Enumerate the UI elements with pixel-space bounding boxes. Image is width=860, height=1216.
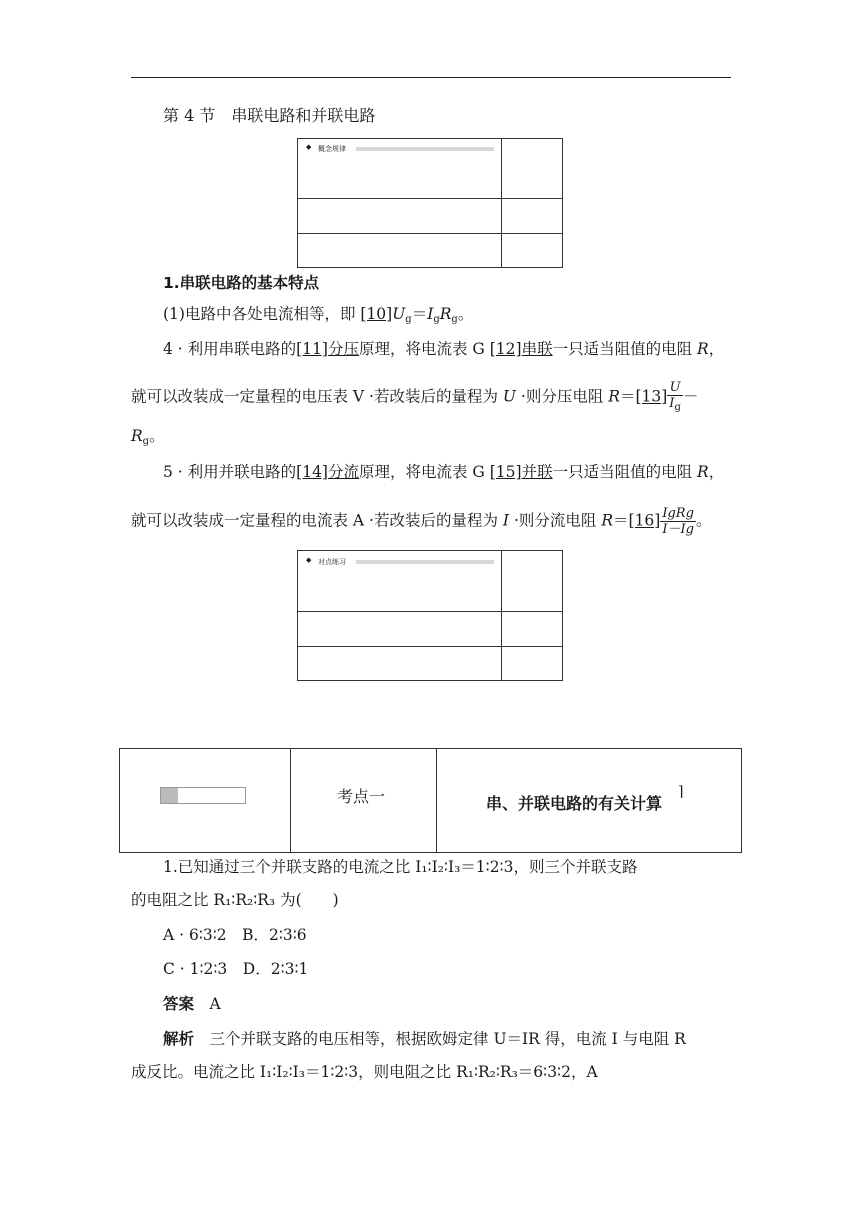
p4-r: R [697, 340, 709, 358]
p4-fraction [667, 380, 683, 415]
p5-line2 [131, 506, 711, 537]
marker-12: [12] [489, 340, 522, 358]
practice-box-label: 对点练习 [318, 558, 346, 566]
topic-progress-fill [161, 788, 178, 803]
q1-line1: 1.已知通过三个并联支路的电流之比 I₁∶I₂∶I₃＝1∶2∶3，则三个并联支路 [163, 858, 638, 876]
formula-i-sub: g [433, 314, 440, 325]
top-rule [131, 77, 731, 78]
q1-options-ab: A · 6∶3∶2 B．2∶3∶6 [163, 926, 307, 944]
p4-frac-den-sub: g [674, 402, 681, 413]
analysis-text-1: 三个并联支路的电压相等，根据欧姆定律 U＝IR 得，电流 I 与电阻 R [209, 1030, 686, 1048]
p4-l2-u: U [502, 387, 516, 406]
section-title: 第 4 节 串联电路和并联电路 [163, 106, 376, 125]
formula-i: I [427, 305, 434, 323]
practice-box-divider [501, 550, 502, 681]
p5-text-e: 一只适当阻值的电阻 [552, 463, 698, 481]
q1-options-cd: C · 1∶2∶3 D．2∶3∶1 [163, 960, 309, 978]
answer-fenya: 分压 [327, 340, 359, 358]
p5-r: R [697, 463, 709, 481]
p4-frac-den: I [669, 396, 675, 411]
marker-10: [10] [360, 305, 393, 323]
formula-u: U [392, 305, 406, 323]
marker-16: [16] [628, 511, 661, 530]
q1-answer [163, 994, 221, 1014]
concept-box-row2 [297, 233, 563, 234]
analysis-label: 解析 [163, 1030, 195, 1048]
topic-table-divider-2 [436, 748, 437, 853]
p5-l2-text-a: 就可以改装成一定量程的电流表 A ·若改装后的量程为 [131, 511, 503, 530]
s1-heading: 1.串联电路的基本特点 [163, 274, 320, 292]
topic-table-divider-1 [290, 748, 291, 853]
concept-box-label: 概念规律 [318, 145, 346, 153]
p4-frac-num: U [667, 380, 683, 396]
topic-number: 考点一 [337, 787, 386, 806]
q1-analysis-line2: 成反比。电流之比 I₁∶I₂∶I₃＝1∶2∶3，则电阻之比 R₁∶R₂∶R₃＝6∶3∶2，A [131, 1063, 598, 1081]
practice-box-row1 [297, 611, 563, 612]
p5-text-a: 5 · 利用并联电路的 [163, 463, 297, 481]
concept-box-row1 [297, 198, 563, 199]
answer-label: 答案 [163, 995, 195, 1013]
p5-comma: ， [708, 463, 725, 481]
p5-frac-den: I－Ig [662, 522, 694, 537]
p4-l2-text-b: ·则分压电阻 [515, 387, 609, 406]
p4-line1 [163, 339, 724, 359]
topic-progress-bar [160, 787, 246, 804]
p4-l3-end: 。 [149, 427, 165, 445]
practice-box [297, 550, 563, 681]
s1-line [163, 304, 473, 330]
p5-line1 [163, 462, 724, 482]
p5-text-c: 原理，将电流表 G [359, 463, 490, 481]
p4-l2-eq: ＝ [619, 387, 636, 406]
p4-l3-sub: g [142, 436, 150, 447]
p4-line2 [131, 380, 698, 415]
bracket-icon: ⌉ [678, 784, 684, 800]
p5-l2-end: 。 [695, 511, 712, 530]
concept-box-icon: ◆ [306, 143, 312, 151]
p4-line3 [131, 426, 165, 452]
p5-l2-text-b: ·则分流电阻 [509, 511, 602, 530]
p5-fraction [660, 506, 696, 537]
p5-l2-eq: ＝ [613, 511, 629, 530]
p4-l2-r: R [608, 387, 620, 406]
formula-r: R [439, 305, 452, 323]
p4-l3-r: R [131, 427, 143, 445]
marker-11: [11] [296, 340, 328, 358]
p4-text-c: 原理，将电流表 G [359, 340, 490, 358]
concept-box [297, 138, 563, 268]
practice-box-icon: ◆ [306, 556, 312, 564]
p4-l2-text-a: 就可以改装成一定量程的电压表 V ·若改装后的量程为 [131, 387, 503, 406]
concept-box-bar [356, 147, 494, 151]
topic-title: 串、并联电路的有关计算 [486, 794, 663, 813]
practice-box-bar [356, 560, 494, 564]
marker-15: [15] [489, 463, 522, 481]
practice-box-row2 [297, 646, 563, 647]
p5-frac-num: IgRg [660, 506, 696, 522]
q1-line2: 的电阻之比 R₁∶R₂∶R₃ 为( ) [131, 891, 339, 909]
answer-fenliu: 分流 [327, 463, 359, 481]
p4-text-e: 一只适当阻值的电阻 [552, 340, 698, 358]
s1-suffix: 。 [457, 305, 474, 323]
s1-text: (1)电路中各处电流相等，即 [163, 305, 361, 323]
marker-13: [13] [635, 387, 668, 406]
answer-value: A [209, 995, 221, 1013]
q1-analysis-line1 [163, 1029, 686, 1049]
concept-box-divider [501, 138, 502, 268]
formula-r-sub: g [451, 314, 458, 325]
p4-minus: － [682, 387, 699, 406]
p4-text-a: 4 · 利用串联电路的 [163, 340, 297, 358]
marker-14: [14] [296, 463, 328, 481]
p4-comma: ， [708, 340, 725, 358]
answer-chuanlian: 串联 [521, 340, 553, 358]
answer-binglian: 并联 [521, 463, 553, 481]
p5-l2-i: I [502, 511, 510, 530]
formula-eq: ＝ [411, 305, 428, 323]
p5-l2-r: R [601, 511, 613, 530]
formula-u-sub: g [405, 314, 412, 325]
